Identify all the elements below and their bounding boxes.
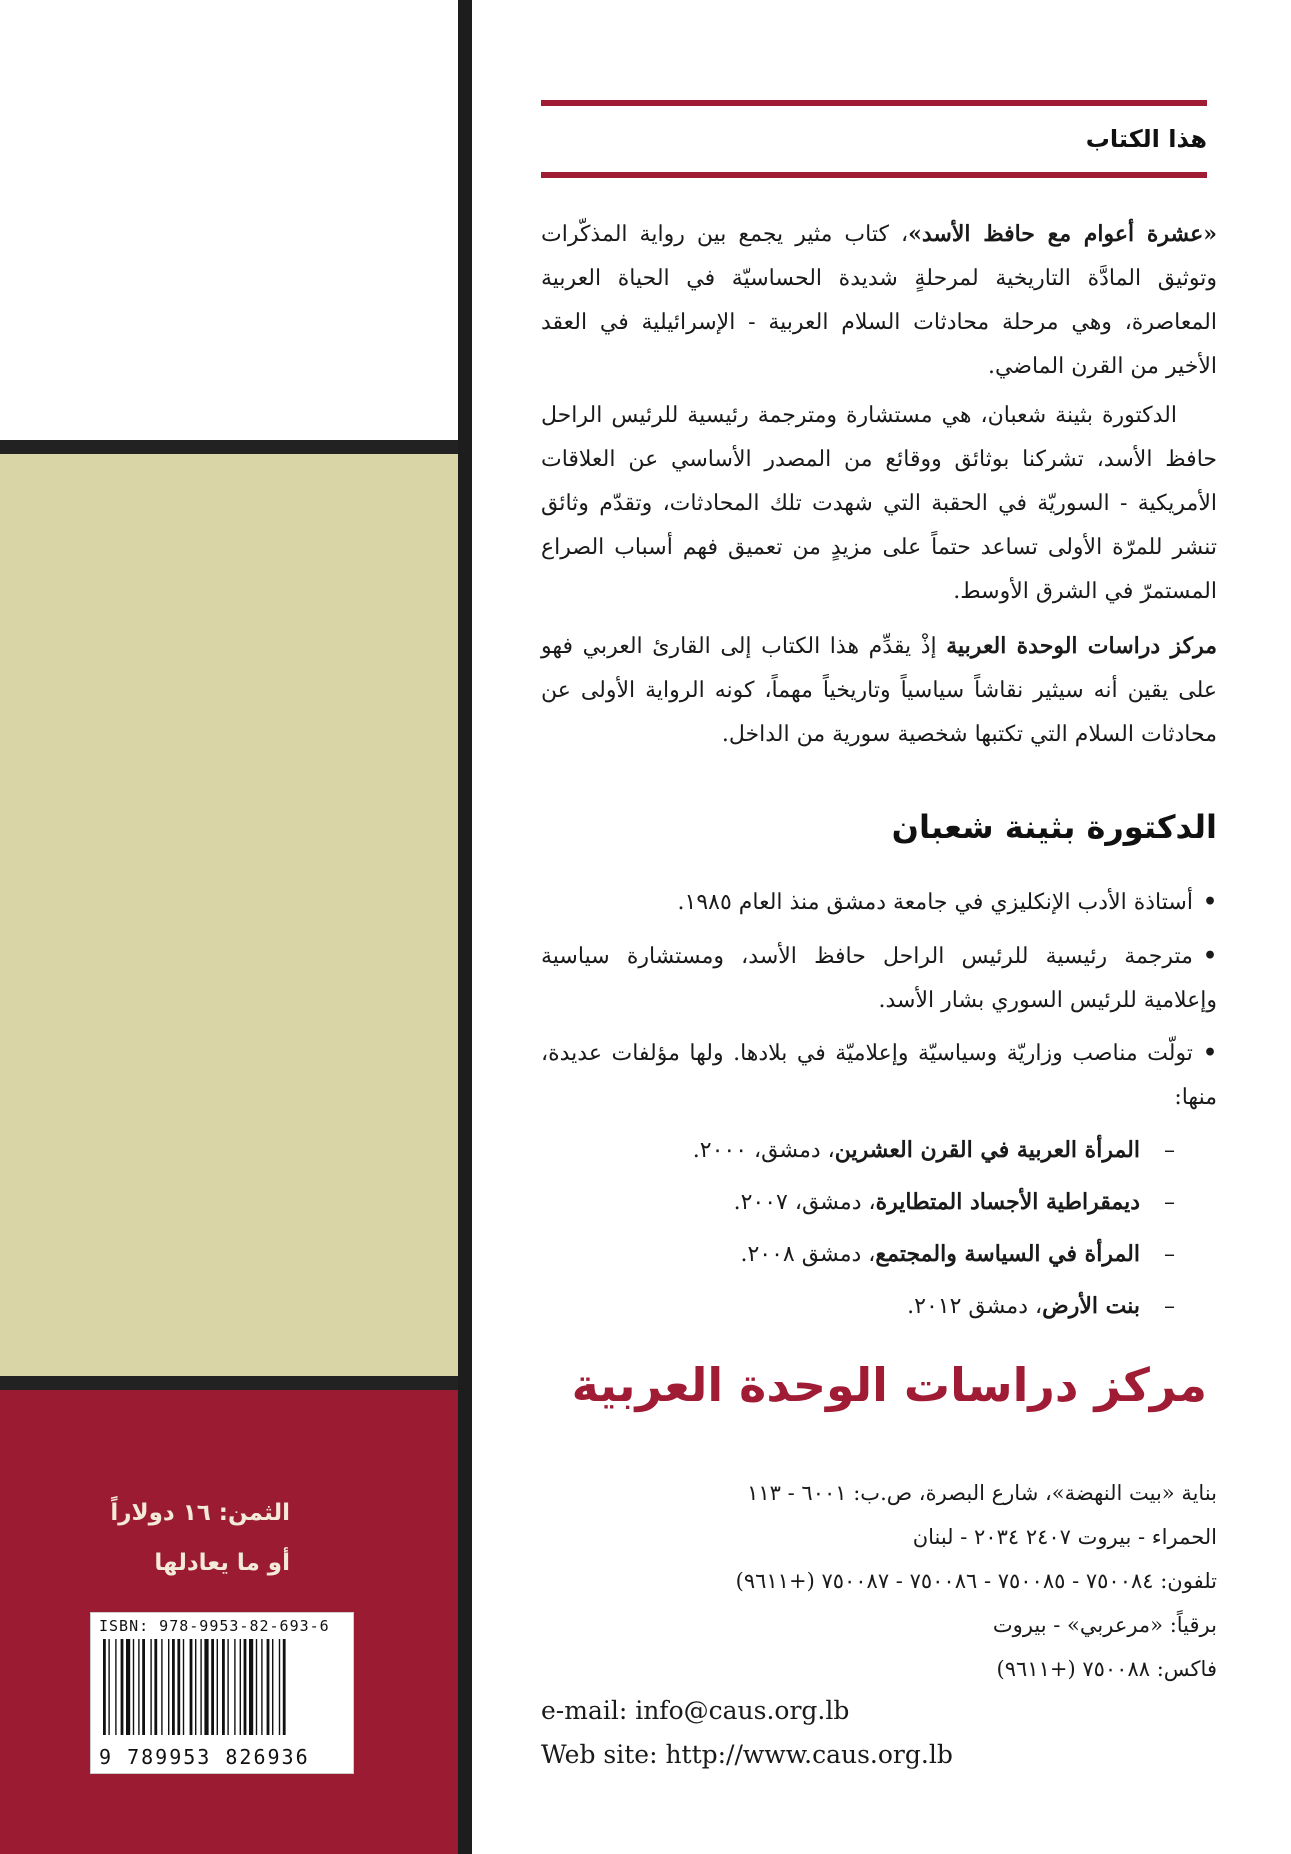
barcode-label — [90, 1612, 354, 1774]
publisher-name: مركز دراسات الوحدة العربية — [571, 1358, 1207, 1412]
publisher-address: الحمراء - بيروت ٢٤٠٧ ٢٠٣٤ - لبنان — [912, 1525, 1217, 1549]
publisher-telegraph: برقياً: «مرعربي» - بيروت — [992, 1613, 1217, 1637]
author-bio-item: •مترجمة رئيسية للرئيس الراحل حافظ الأسد، ومستشارة سياسية وإعلامية للرئيس السوري بشار الأسد. — [541, 943, 1217, 1013]
author-work-item: –ديمقراطية الأجساد المتطايرة، دمشق، ٢٠٠٧. — [733, 1189, 1175, 1215]
back-cover-white-panel — [0, 0, 458, 440]
price-equivalent: أو ما يعادلها — [154, 1550, 290, 1576]
divider-rule — [0, 440, 458, 454]
author-bio-item: •تولّت مناصب وزاريّة وسياسيّة وإعلاميّة في بلادها. ولها مؤلفات عديدة، منها: — [541, 1040, 1217, 1110]
isbn-text: ISBN: 978-9953-82-693-6 — [99, 1617, 330, 1635]
barcode-digits: 9 789953 826936 — [99, 1745, 310, 1769]
book-spine-edge — [458, 0, 472, 1854]
bullet-icon: • — [1202, 1040, 1217, 1066]
publisher-address: بناية «بيت النهضة»، شارع البصرة، ص.ب: ٦٠٠١ - ١١٣ — [747, 1481, 1217, 1505]
beige-panel — [0, 454, 458, 1376]
publisher-email: e-mail: info@caus.org.lb — [541, 1696, 850, 1725]
author-work-item: –المرأة العربية في القرن العشرين، دمشق، ٢٠٠٠. — [692, 1137, 1175, 1163]
publisher-phone: تلفون: ٧٥٠٠٨٤ - ٧٥٠٠٨٥ - ٧٥٠٠٨٦ - ٧٥٠٠٨٧ (+٩٦١١) — [735, 1569, 1217, 1593]
price-label: الثمن: ١٦ دولاراً — [110, 1500, 290, 1526]
blurb-text: إذْ يقدِّم هذا الكتاب إلى القارئ العربي فهو على يقين أنه سيثير نقاشاً سياسياً وتاريخياً مهماً، كونه الرواية الأولى عن محادثات السلام التي تكتبها شخصية سورية من الداخل. — [541, 634, 1217, 747]
publisher-website: Web site: http://www.caus.org.lb — [541, 1740, 953, 1769]
section-title: هذا الكتاب — [1085, 125, 1207, 153]
bullet-icon: • — [1202, 889, 1217, 915]
blurb-paragraph-1 — [541, 212, 1217, 389]
barcode-icon — [99, 1639, 345, 1735]
author-work-item: –بنت الأرض، دمشق ٢٠١٢. — [907, 1293, 1175, 1319]
bullet-icon: • — [1202, 943, 1217, 969]
blurb-text: ، كتاب مثير يجمع بين رواية المذكّرات وتوثيق المادَّة التاريخية لمرحلةٍ شديدة الحساسيّة في الحياة العربية المعاصرة، وهي مرحلة محادثات السلام العربية - الإسرائيلية في العقد الأخير من القرن الماضي. — [541, 222, 1217, 379]
publisher-fax: فاكس: ٧٥٠٠٨٨ (+٩٦١١) — [996, 1657, 1217, 1681]
author-name: الدكتورة بثينة شعبان — [891, 808, 1217, 846]
title-rule-top — [541, 100, 1207, 106]
author-work-item: –المرأة في السياسة والمجتمع، دمشق ٢٠٠٨. — [740, 1241, 1175, 1267]
blurb-text: الدكتورة بثينة شعبان، هي مستشارة ومترجمة رئيسية للرئيس الراحل حافظ الأسد، تشركنا بوثائق ووقائع من المصدر الأساسي عن العلاقات الأمريكية - السوريّة في الحقبة التي شهدت تلك المحادثات، وتقدّم وثائق تنشر للمرّة الأولى تساعد حتماً على مزيدٍ من تعميق فهم أسباب الصراع المستمرّ في الشرق الأوسط. — [541, 403, 1217, 604]
blurb-paragraph-3 — [541, 624, 1217, 757]
divider-rule — [0, 1376, 458, 1390]
author-bio-item: •أستاذة الأدب الإنكليزي في جامعة دمشق منذ العام ١٩٨٥. — [677, 889, 1217, 915]
blurb-paragraph-2 — [541, 394, 1217, 614]
title-rule-bottom — [541, 172, 1207, 178]
publisher-mention: مركز دراسات الوحدة العربية — [946, 633, 1217, 659]
book-title: «عشرة أعوام مع حافظ الأسد» — [908, 221, 1218, 247]
